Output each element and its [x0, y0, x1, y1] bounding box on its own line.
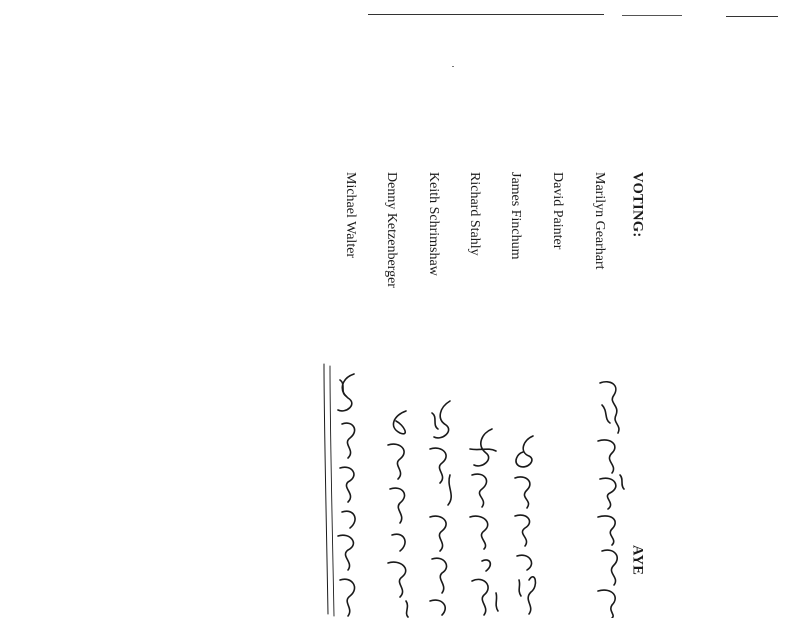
signature-michael-walter [318, 360, 366, 618]
signature-marilyn-gearhart [590, 375, 630, 618]
signature-richard-stahly [462, 425, 504, 618]
member-name: David Painter [550, 172, 565, 250]
member-name: Keith Schrimshaw [426, 172, 441, 276]
member-name: Michael Walter [343, 172, 358, 259]
scan-artifact-line [622, 15, 682, 16]
scan-artifact-line [726, 16, 778, 17]
signature-denny-ketzenberger [378, 405, 420, 618]
member-name: Denny Ketzenberger [384, 172, 399, 288]
member-name: Richard Stahly [467, 172, 482, 256]
member-name: Marilyn Gearhart [592, 172, 607, 270]
scan-artifact-dot [452, 66, 454, 67]
voting-heading: VOTING: [629, 172, 646, 238]
scan-artifact-line [368, 14, 604, 15]
signature-james-finchum [505, 430, 545, 618]
aye-heading: AYE [629, 545, 646, 576]
member-name: James Finchum [508, 172, 523, 260]
signature-keith-schrimshaw [420, 395, 462, 618]
